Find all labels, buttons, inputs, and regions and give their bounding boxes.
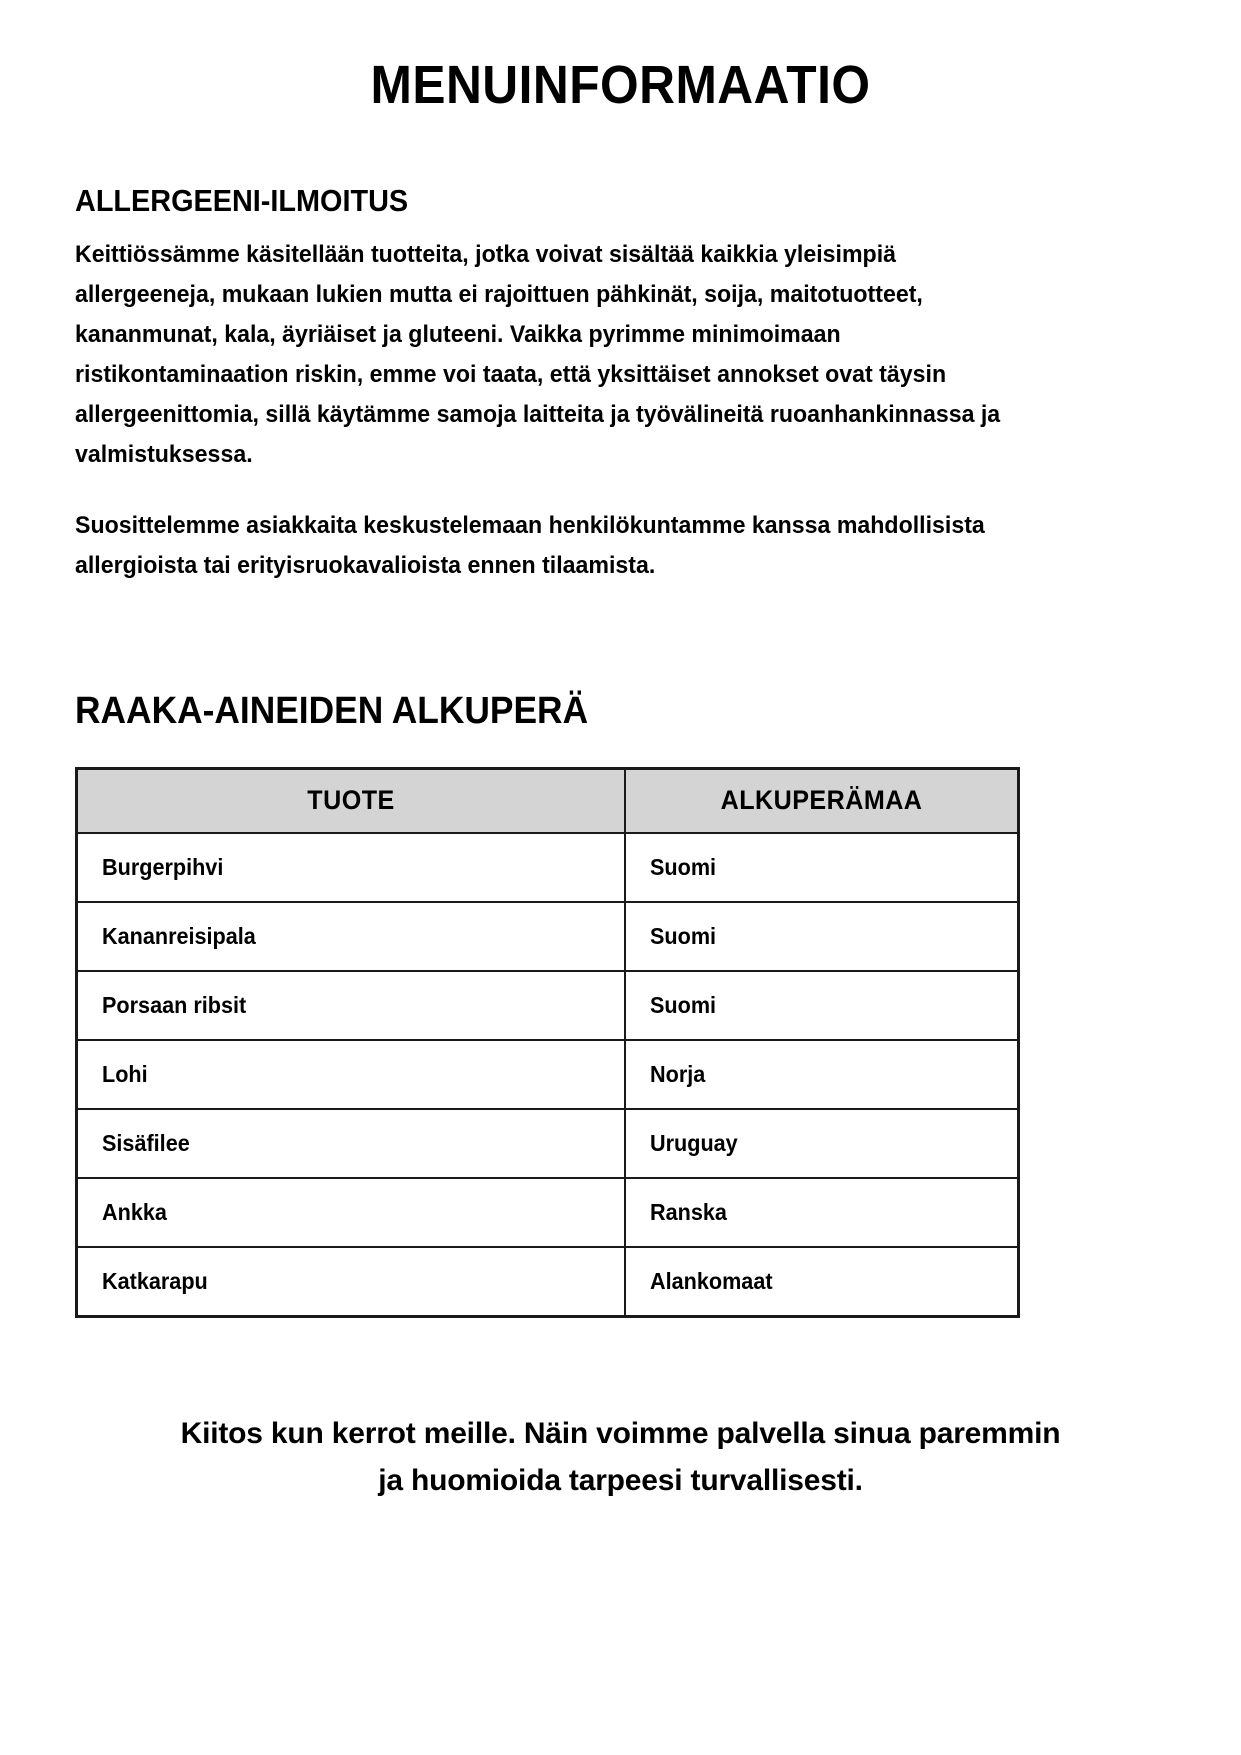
origin-section-heading: RAAKA-AINEIDEN ALKUPERÄ	[75, 689, 589, 732]
cell-product-label: Burgerpihvi	[102, 853, 224, 880]
column-header-origin	[625, 768, 1019, 833]
column-header-product-label: TUOTE	[307, 785, 395, 816]
cell-product	[77, 1178, 625, 1247]
cell-product-label: Lohi	[102, 1060, 148, 1087]
origin-table-body	[77, 833, 1019, 1317]
cell-origin-label: Uruguay	[649, 1129, 738, 1156]
origin-table	[75, 767, 1020, 1318]
cell-product	[77, 1247, 625, 1317]
cell-origin-label: Ranska	[649, 1198, 727, 1225]
cell-product	[77, 971, 625, 1040]
cell-product	[77, 1040, 625, 1109]
cell-product	[77, 902, 625, 971]
cell-origin-label: Suomi	[649, 991, 716, 1018]
cell-origin-label: Alankomaat	[649, 1267, 773, 1294]
allergen-paragraph-2: Suosittelemme asiakkaita keskustelemaan henkilökuntamme kanssa mahdollisista allergioista tai erityisruokavalioista ennen tilaamista.	[75, 511, 985, 579]
cell-product-label: Porsaan ribsit	[102, 991, 247, 1018]
cell-product	[77, 1109, 625, 1178]
table-header-row	[77, 768, 1019, 833]
cell-product	[77, 833, 625, 902]
table-row	[77, 1178, 1019, 1247]
cell-origin	[625, 971, 1019, 1040]
column-header-product	[77, 768, 625, 833]
cell-product-label: Ankka	[102, 1198, 167, 1225]
allergen-section-heading: ALLERGEENI-ILMOITUS	[75, 182, 409, 218]
cell-origin	[625, 1040, 1019, 1109]
cell-origin	[625, 1247, 1019, 1317]
cell-origin	[625, 1178, 1019, 1247]
table-row	[77, 902, 1019, 971]
cell-origin	[625, 833, 1019, 902]
cell-product-label: Kananreisipala	[102, 922, 256, 949]
cell-origin-label: Suomi	[649, 853, 716, 880]
cell-origin	[625, 1109, 1019, 1178]
cell-origin-label: Suomi	[649, 922, 716, 949]
allergen-paragraph-1: Keittiössämme käsitellään tuotteita, jotka voivat sisältää kaikkia yleisimpiä allergeeneja, mukaan lukien mutta ei rajoittuen pähkinät, soija, maitotuotteet, kananmunat, kala, äyriäiset ja gluteeni. Vaikka pyrimme minimoimaan ristikontaminaation riskin, emme voi taata, että yksittäiset annokset ovat täysin allergeenittomia, sillä käytämme samoja laitteita ja työvälineitä ruoanhankinnassa ja valmistuksessa.	[75, 240, 1001, 468]
table-row	[77, 971, 1019, 1040]
cell-origin	[625, 902, 1019, 971]
origin-table-header	[77, 768, 1019, 833]
cell-product-label: Katkarapu	[102, 1267, 208, 1294]
table-row	[77, 1109, 1019, 1178]
table-row	[77, 833, 1019, 902]
cell-origin-label: Norja	[649, 1060, 706, 1087]
footer-note: Kiitos kun kerrot meille. Näin voimme palvella sinua paremmin ja huomioida tarpeesi turvallisesti.	[180, 1416, 1061, 1497]
table-row	[77, 1040, 1019, 1109]
page-title: MENUINFORMAATIO	[370, 55, 871, 115]
cell-product-label: Sisäfilee	[102, 1129, 190, 1156]
column-header-origin-label: ALKUPERÄMAA	[720, 785, 923, 816]
table-row	[77, 1247, 1019, 1317]
